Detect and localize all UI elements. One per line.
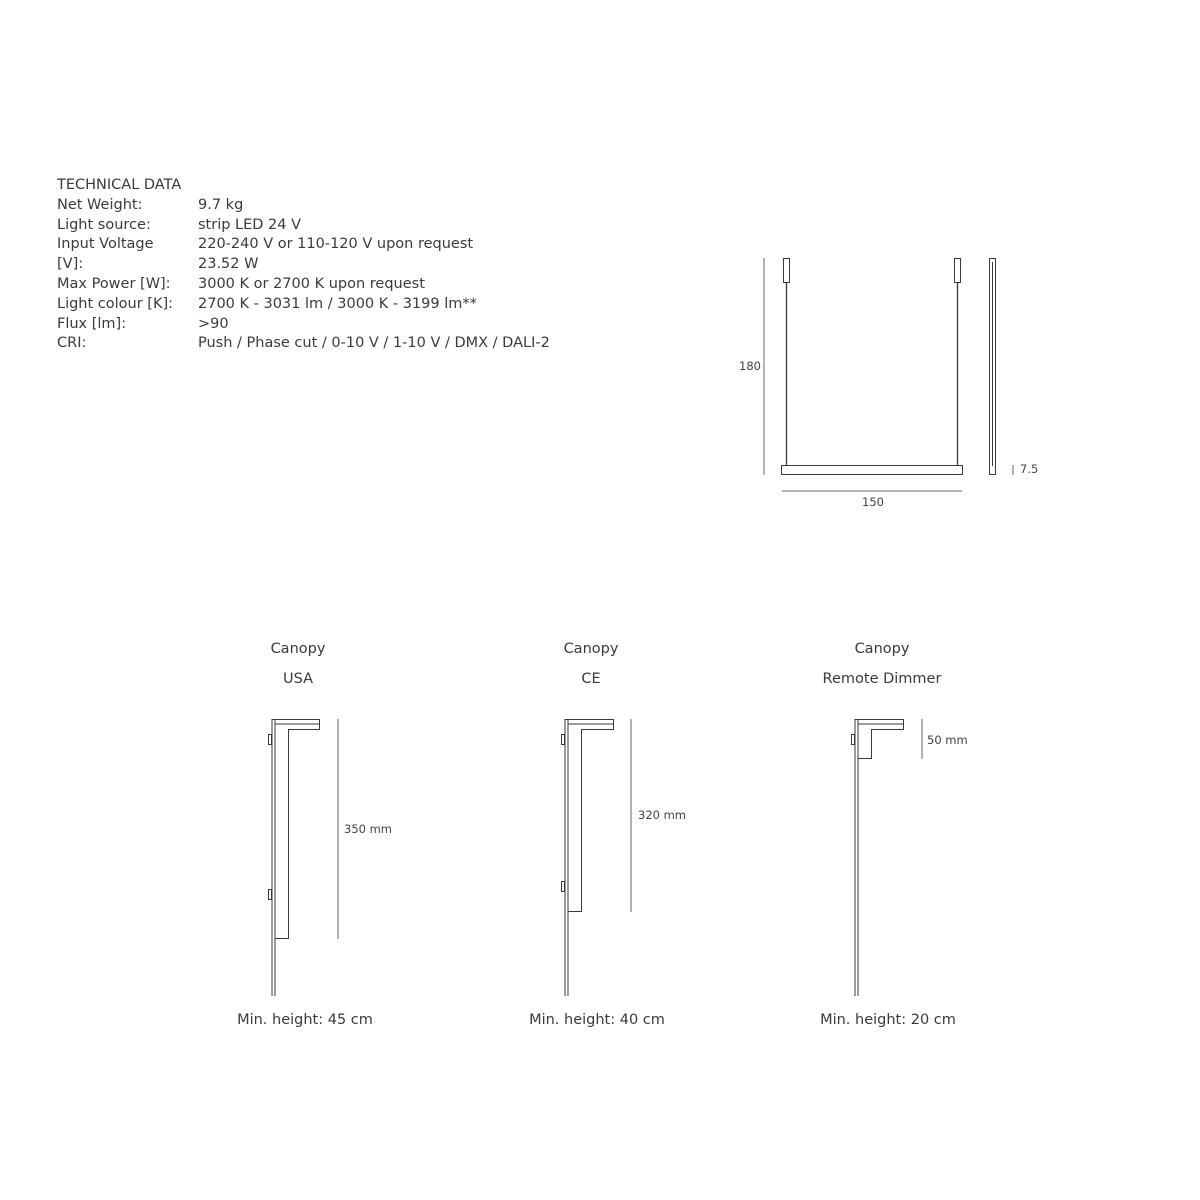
width-dimension-label: 150 [862, 495, 884, 509]
front-view-drawing [764, 258, 963, 491]
canopy-remote-dimmer-heading [752, 634, 1012, 694]
canopy-body [566, 720, 614, 912]
tech-value: >90 [198, 315, 229, 332]
canopy-usa-drawing [269, 719, 339, 996]
canopy-min-height: Min. height: 40 cm [529, 1012, 665, 1028]
tech-label: [V]: [57, 256, 84, 273]
canopy-body [856, 720, 904, 759]
canopy-min-height: Min. height: 45 cm [237, 1012, 373, 1028]
height-dimension-label: 180 [739, 359, 761, 373]
tech-label: Input Voltage [57, 236, 154, 253]
tech-value: 9.7 kg [198, 196, 244, 213]
depth-dimension-label: 7.5 [1020, 462, 1039, 476]
tech-value: strip LED 24 V [198, 216, 302, 233]
canopy-dimension-label: 350 mm [344, 822, 393, 836]
canopy-title: Canopy [563, 641, 619, 657]
tech-value: 2700 K - 3031 lm / 3000 K - 3199 lm** [198, 295, 477, 312]
canopy-clip [269, 890, 272, 900]
canopy-ce-heading [461, 634, 721, 694]
canopy-ce-drawing [562, 719, 632, 996]
tech-label: Max Power [W]: [57, 275, 171, 292]
canopy-subtitle: CE [581, 671, 601, 687]
tech-label: CRI: [57, 335, 87, 352]
canopy-title: Canopy [270, 641, 326, 657]
canopy-dimension-label: 50 mm [927, 733, 968, 747]
side-view-drawing [990, 259, 1014, 476]
canopy-clip [562, 882, 565, 892]
light-bar-front [782, 466, 963, 475]
canopy-clip [562, 735, 565, 745]
canopy-usa-heading [168, 634, 428, 694]
tech-label: Light source: [57, 216, 151, 233]
canopy-remote-dimmer-drawing [852, 719, 923, 996]
canopy-title: Canopy [854, 641, 910, 657]
canopy-min-height: Min. height: 20 cm [820, 1012, 956, 1028]
tech-value: Push / Phase cut / 0-10 V / 1-10 V / DMX / DALI-2 [198, 335, 550, 352]
right-ceiling-clip [955, 259, 961, 283]
tech-label: Light colour [K]: [57, 295, 174, 312]
tech-value: 220-240 V or 110-120 V upon request [198, 236, 474, 253]
tech-value: 23.52 W [198, 256, 259, 273]
tech-label: Flux [lm]: [57, 315, 127, 332]
canopy-body [273, 720, 320, 939]
canopy-clip [852, 735, 855, 745]
canopy-dimension-label: 320 mm [638, 808, 687, 822]
left-ceiling-clip [784, 259, 790, 283]
technical-data-title: TECHNICAL DATA [57, 177, 182, 193]
tech-value: 3000 K or 2700 K upon request [198, 275, 425, 292]
canopy-subtitle: USA [282, 671, 313, 687]
canopy-subtitle: Remote Dimmer [822, 671, 942, 687]
tech-label: Net Weight: [57, 196, 143, 213]
canopy-clip [269, 735, 272, 745]
